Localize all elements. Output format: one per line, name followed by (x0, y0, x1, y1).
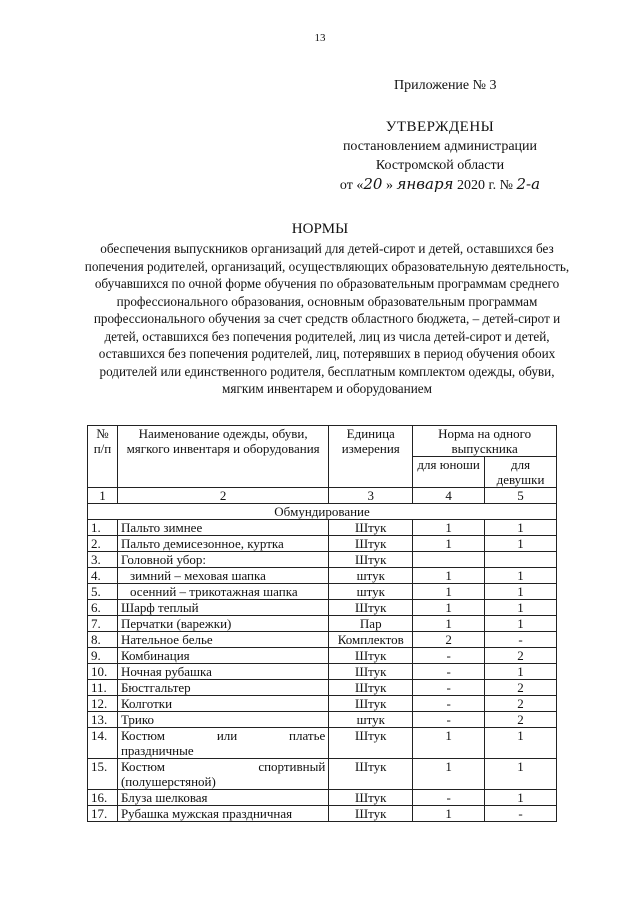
section-row (88, 504, 557, 520)
row-boys: - (413, 790, 485, 806)
row-name: Перчатки (варежки) (117, 616, 328, 632)
date-day: 20 (363, 175, 383, 193)
row-name: Головной убор: (117, 552, 328, 568)
approval-line-1: постановлением администрации (342, 139, 538, 154)
table-row (88, 600, 557, 616)
row-unit: Пар (329, 616, 413, 632)
row-girls: 1 (485, 616, 557, 632)
header-unit: Единица измерения (329, 426, 413, 488)
table-row (88, 632, 557, 648)
header-num: № п/п (88, 426, 118, 488)
row-name: Нательное белье (117, 632, 328, 648)
row-name: Рубашка мужская праздничная (117, 806, 328, 822)
row-number: 3. (88, 552, 118, 568)
table-row (88, 536, 557, 552)
row-girls: 1 (485, 759, 557, 790)
row-number: 14. (88, 728, 118, 759)
row-name: Блуза шелковая (117, 790, 328, 806)
row-unit: Штук (329, 759, 413, 790)
row-name: Колготки (117, 696, 328, 712)
date-year: 2020 г. № (456, 178, 514, 193)
col-number: 5 (485, 488, 557, 504)
row-name: Пальто зимнее (117, 520, 328, 536)
table-row (88, 696, 557, 712)
row-unit: штук (329, 584, 413, 600)
header-name: Наименование одежды, обуви, мягкого инвентаря и оборудования (117, 426, 328, 488)
table-row (88, 759, 557, 790)
approval-line-2: Костромской области (375, 158, 505, 173)
row-unit: Штук (329, 728, 413, 759)
row-girls: 2 (485, 712, 557, 728)
row-number: 15. (88, 759, 118, 790)
row-unit: Штук (329, 520, 413, 536)
row-number: 16. (88, 790, 118, 806)
row-boys: 1 (413, 584, 485, 600)
row-girls: 1 (485, 728, 557, 759)
row-number: 10. (88, 664, 118, 680)
table-row (88, 728, 557, 759)
appendix-label: Приложение № 3 (394, 78, 497, 93)
document-title: НОРМЫ (291, 221, 349, 237)
row-unit: Штук (329, 648, 413, 664)
row-girls: 2 (485, 680, 557, 696)
row-boys: 1 (413, 806, 485, 822)
table-row (88, 520, 557, 536)
row-number: 2. (88, 536, 118, 552)
row-boys: - (413, 648, 485, 664)
row-boys: 1 (413, 536, 485, 552)
row-boys: - (413, 680, 485, 696)
row-boys: - (413, 712, 485, 728)
row-boys: 1 (413, 568, 485, 584)
row-girls: 2 (485, 696, 557, 712)
table-row (88, 664, 557, 680)
row-name-line-2: (полушерстяной) (120, 774, 216, 789)
section-title: Обмундирование (88, 504, 557, 520)
header-boys: для юноши (413, 457, 485, 488)
row-number: 1. (88, 520, 118, 536)
row-name-line-1: Костюм спортивный (120, 759, 326, 774)
row-unit: Штук (329, 696, 413, 712)
approval-date-line (290, 175, 590, 195)
row-number: 5. (88, 584, 118, 600)
row-girls: 1 (485, 536, 557, 552)
row-number: 13. (88, 712, 118, 728)
row-number: 7. (88, 616, 118, 632)
row-boys: 1 (413, 616, 485, 632)
row-name: Бюстгальтер (117, 680, 328, 696)
col-number: 4 (413, 488, 485, 504)
row-unit: Штук (329, 552, 413, 568)
row-number: 17. (88, 806, 118, 822)
table-row (88, 806, 557, 822)
table-row (88, 648, 557, 664)
row-number: 9. (88, 648, 118, 664)
date-prefix: от « (339, 178, 364, 193)
row-girls: - (485, 806, 557, 822)
row-name-line-2: праздничные (120, 743, 194, 758)
row-boys: 2 (413, 632, 485, 648)
approval-block (290, 118, 590, 195)
date-month: января (396, 175, 454, 193)
table-row (88, 712, 557, 728)
row-name-line-1: Костюм или платье (120, 728, 326, 743)
norms-table (87, 425, 557, 822)
column-number-row (88, 488, 557, 504)
row-unit: Штук (329, 790, 413, 806)
table-row (88, 616, 557, 632)
document-subtitle: обеспечения выпускников организаций для детей-сирот и детей, оставшихся без попечения родителей, организаций, осуществляющих образовательную деятельность, обучавшихся по очной форме обучения по образовательным программам среднего профессионального образования, основным образовательным программам профессионального обучения за счет средств областного бюджета, – детей-сирот и детей, оставшихся без попечения родителей, лиц из числа детей-сирот и детей, оставшихся без попечения родителей, лиц, потерявших в период обучения обоих родителей или единственного родителя, бесплатным комплектом одежды, обуви, мягким инвентарем и оборудованием (84, 241, 570, 396)
page-number: 13 (314, 32, 326, 44)
row-name: осенний – трикотажная шапка (117, 584, 328, 600)
row-boys: 1 (413, 728, 485, 759)
row-girls: 1 (485, 568, 557, 584)
approval-heading: УТВЕРЖДЕНЫ (385, 119, 495, 135)
decree-number: 2-а (516, 175, 541, 193)
table-row (88, 552, 557, 568)
row-girls: 2 (485, 648, 557, 664)
row-number: 12. (88, 696, 118, 712)
row-name (117, 728, 328, 759)
row-boys: 1 (413, 520, 485, 536)
row-boys (413, 552, 485, 568)
row-girls: 1 (485, 790, 557, 806)
row-girls (485, 552, 557, 568)
row-unit: Штук (329, 664, 413, 680)
row-unit: Штук (329, 806, 413, 822)
col-number: 2 (117, 488, 328, 504)
col-number: 1 (88, 488, 118, 504)
row-unit: Штук (329, 536, 413, 552)
date-mid: » (385, 178, 393, 193)
row-boys: - (413, 696, 485, 712)
row-unit: штук (329, 712, 413, 728)
row-number: 6. (88, 600, 118, 616)
row-unit: штук (329, 568, 413, 584)
row-name: Ночная рубашка (117, 664, 328, 680)
table-row (88, 584, 557, 600)
row-number: 11. (88, 680, 118, 696)
row-girls: - (485, 632, 557, 648)
row-girls: 1 (485, 664, 557, 680)
row-name: зимний – меховая шапка (117, 568, 328, 584)
table-row (88, 790, 557, 806)
col-number: 3 (329, 488, 413, 504)
table-header-row (88, 426, 557, 457)
row-girls: 1 (485, 584, 557, 600)
row-name: Комбинация (117, 648, 328, 664)
table-row (88, 680, 557, 696)
row-name: Трико (117, 712, 328, 728)
row-girls: 1 (485, 600, 557, 616)
row-boys: - (413, 664, 485, 680)
row-unit: Штук (329, 680, 413, 696)
row-unit: Комплектов (329, 632, 413, 648)
header-norm: Норма на одного выпускника (413, 426, 557, 457)
row-boys: 1 (413, 600, 485, 616)
header-girls: для девушки (485, 457, 557, 488)
row-number: 8. (88, 632, 118, 648)
row-girls: 1 (485, 520, 557, 536)
row-unit: Штук (329, 600, 413, 616)
row-name: Шарф теплый (117, 600, 328, 616)
row-name (117, 759, 328, 790)
row-name: Пальто демисезонное, куртка (117, 536, 328, 552)
row-number: 4. (88, 568, 118, 584)
table-row (88, 568, 557, 584)
row-boys: 1 (413, 759, 485, 790)
